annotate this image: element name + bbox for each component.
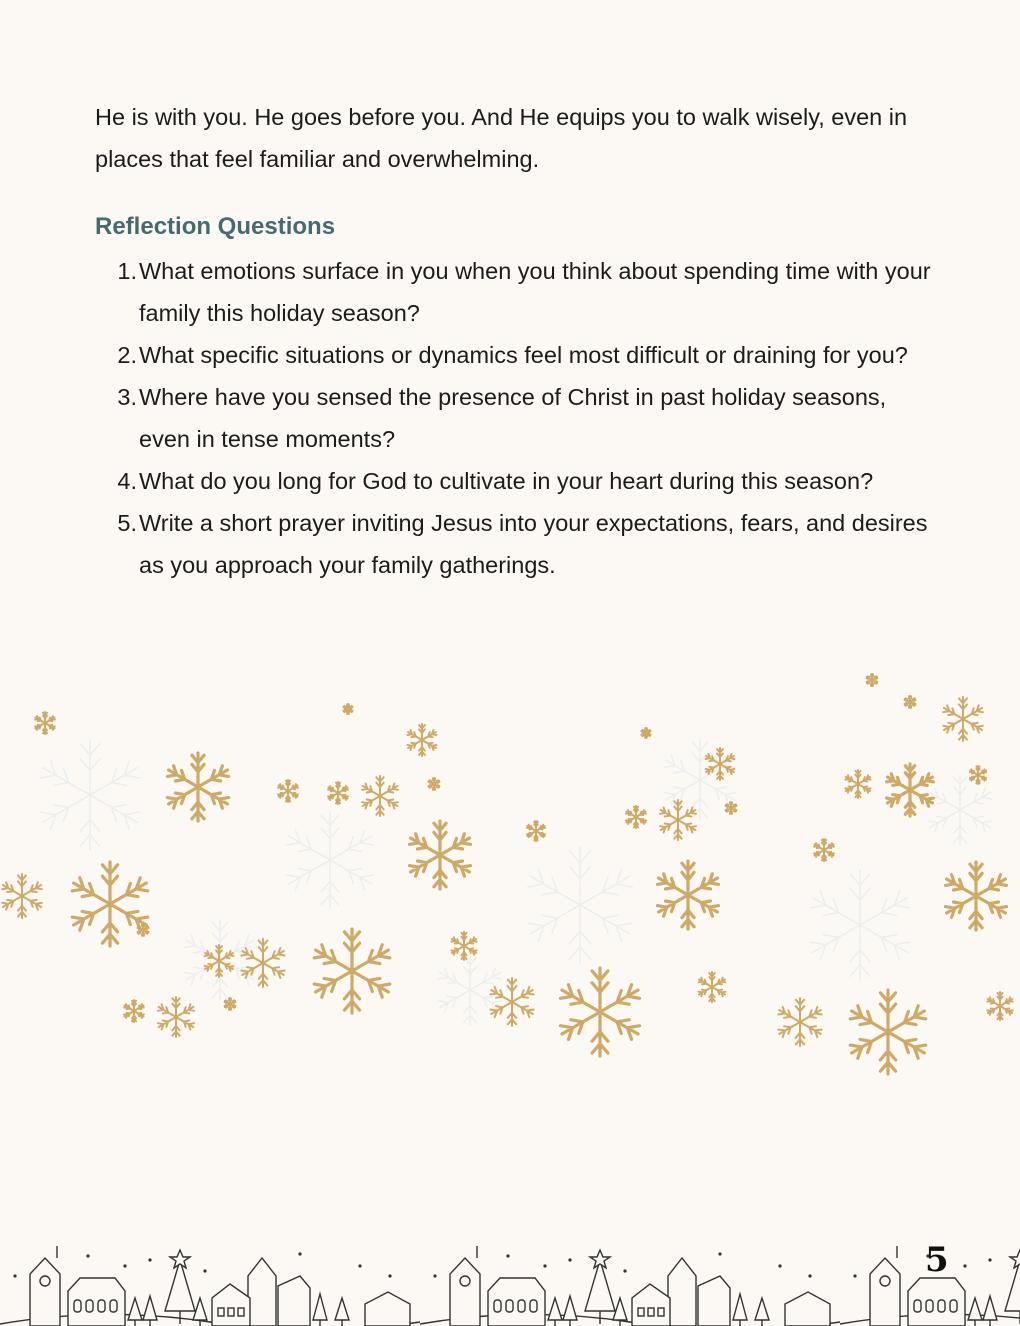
snowflake-icon <box>344 704 353 714</box>
snowflake-icon <box>124 1000 144 1022</box>
question-text: Write a short prayer inviting Jesus into your expectations, fears, and desires as you approach your family gatherings. <box>139 510 928 578</box>
dot-icon <box>988 1258 991 1261</box>
snowflake-icon <box>429 778 440 790</box>
list-number: 5. <box>117 510 137 536</box>
house-icon <box>212 1284 250 1326</box>
window-icon <box>86 1300 93 1312</box>
house-icon <box>632 1284 670 1326</box>
dot-icon <box>298 1252 301 1255</box>
dot-icon <box>853 1274 856 1277</box>
snowflake-icon <box>41 740 140 850</box>
snowflake-icon <box>905 696 916 708</box>
snowflake-icon <box>626 806 646 828</box>
question-text: What do you long for God to cultivate in your heart during this season? <box>139 468 874 494</box>
village-illustration <box>0 1236 1020 1326</box>
snowflake-icon <box>726 802 737 814</box>
cottage-icon <box>785 1292 830 1326</box>
dot-icon <box>388 1274 391 1277</box>
dot-icon <box>568 1258 571 1261</box>
tree-icon <box>983 1296 997 1326</box>
star-icon <box>1010 1250 1020 1268</box>
snowflake-icon <box>314 929 390 1013</box>
snowflake-icon <box>528 847 632 963</box>
window-icon <box>914 1300 921 1312</box>
snowflake-icon <box>642 728 651 738</box>
window-icon <box>74 1300 81 1312</box>
house-icon <box>278 1276 310 1326</box>
dot-icon <box>543 1264 546 1267</box>
dot-icon <box>778 1264 781 1267</box>
snowflake-icon <box>167 753 228 821</box>
snowflake-icon <box>887 764 934 816</box>
tree-icon <box>335 1298 349 1326</box>
tree-icon <box>313 1294 327 1326</box>
tree-icon <box>563 1296 577 1326</box>
list-item <box>95 502 935 586</box>
tree-icon <box>755 1298 769 1326</box>
window-icon <box>658 1308 664 1316</box>
snowflake-icon <box>158 997 194 1037</box>
snowflake-icon <box>929 775 992 845</box>
snowflake-icon <box>278 780 298 802</box>
tree-icon <box>968 1298 982 1326</box>
list-item <box>95 376 935 460</box>
dot-icon <box>148 1258 151 1261</box>
tree-icon <box>733 1294 747 1326</box>
snowflake-icon <box>845 770 870 798</box>
house-icon <box>668 1258 696 1326</box>
window-icon <box>926 1300 933 1312</box>
dot-icon <box>506 1254 509 1257</box>
snowflake-icon <box>408 724 437 756</box>
question-text: What emotions surface in you when you think about spending time with your family this holiday season? <box>139 258 931 326</box>
snowflake-icon <box>778 998 821 1046</box>
dot-icon <box>203 1269 206 1272</box>
dot-icon <box>123 1264 126 1267</box>
snowflake-icon <box>660 800 696 840</box>
snowflake-icon <box>560 968 639 1056</box>
snowflake-icon <box>811 870 910 980</box>
window-icon <box>950 1300 957 1312</box>
tower-icon <box>450 1258 480 1326</box>
hill-line <box>420 1314 840 1326</box>
snowflake-icon <box>814 839 834 861</box>
snowflake-icon <box>945 862 1006 930</box>
hill-line <box>0 1314 420 1326</box>
cottage-icon <box>365 1292 410 1326</box>
list-number: 4. <box>117 468 137 494</box>
list-number: 3. <box>117 384 137 410</box>
snowflake-icon <box>35 712 55 734</box>
dot-icon <box>808 1274 811 1277</box>
house-icon <box>248 1258 276 1326</box>
list-number: 1. <box>117 258 137 284</box>
snowflake-icon <box>970 766 986 784</box>
window-icon <box>648 1308 654 1316</box>
clock-icon <box>40 1276 50 1286</box>
window-icon <box>938 1300 945 1312</box>
window-icon <box>530 1300 537 1312</box>
snowflake-icon <box>699 972 726 1002</box>
snowflake-icon <box>527 821 545 841</box>
tree-icon <box>128 1298 142 1326</box>
snowflake-icon <box>287 812 373 908</box>
dot-icon <box>86 1254 89 1257</box>
clock-icon <box>880 1276 890 1286</box>
list-item <box>95 460 935 502</box>
snowflake-decoration <box>0 660 1020 1100</box>
tower-icon <box>30 1258 60 1326</box>
snowflake-icon <box>205 945 234 977</box>
list-number: 2. <box>117 342 137 368</box>
snowflake-icon <box>225 998 236 1010</box>
tower-icon <box>870 1258 900 1326</box>
window-icon <box>218 1308 224 1316</box>
window-icon <box>506 1300 513 1312</box>
snowflake-icon <box>657 861 718 929</box>
window-icon <box>238 1308 244 1316</box>
snowflake-icon <box>850 990 926 1074</box>
snowflake-icon <box>72 862 148 946</box>
snowflake-icon <box>328 782 348 804</box>
clock-icon <box>460 1276 470 1286</box>
house-icon <box>698 1276 730 1326</box>
window-icon <box>638 1308 644 1316</box>
tree-icon <box>143 1296 157 1326</box>
section-heading: Reflection Questions <box>95 213 336 240</box>
snowflake-icon <box>867 674 878 686</box>
window-icon <box>518 1300 525 1312</box>
reflection-questions-list <box>95 250 935 586</box>
page-number: 5 <box>925 1240 949 1280</box>
snowflake-icon <box>987 992 1012 1020</box>
question-text: What specific situations or dynamics feel most difficult or draining for you? <box>139 342 908 368</box>
list-item <box>95 250 935 334</box>
window-icon <box>98 1300 105 1312</box>
snowflake-icon <box>362 776 398 816</box>
window-icon <box>110 1300 117 1312</box>
dot-icon <box>13 1274 16 1277</box>
snowflake-icon <box>706 748 735 780</box>
snowflake-icon <box>409 821 470 889</box>
christmas-tree-icon <box>165 1260 195 1324</box>
snowflake-icon <box>943 697 983 741</box>
snowflake-icon <box>451 932 476 960</box>
christmas-tree-icon <box>1005 1260 1020 1324</box>
intro-paragraph: He is with you. He goes before you. And He equips you to walk wisely, even in places that feel familiar and overwhelming. <box>95 104 908 172</box>
dot-icon <box>433 1274 436 1277</box>
list-item <box>95 334 935 376</box>
dot-icon <box>718 1252 721 1255</box>
dot-icon <box>358 1264 361 1267</box>
question-text: Where have you sensed the presence of Christ in past holiday seasons, even in tense moments? <box>139 384 887 452</box>
window-icon <box>494 1300 501 1312</box>
tree-icon <box>548 1298 562 1326</box>
christmas-tree-icon <box>585 1260 615 1324</box>
dot-icon <box>623 1269 626 1272</box>
snowflake-icon <box>2 874 42 918</box>
window-icon <box>228 1308 234 1316</box>
dot-icon <box>963 1264 966 1267</box>
